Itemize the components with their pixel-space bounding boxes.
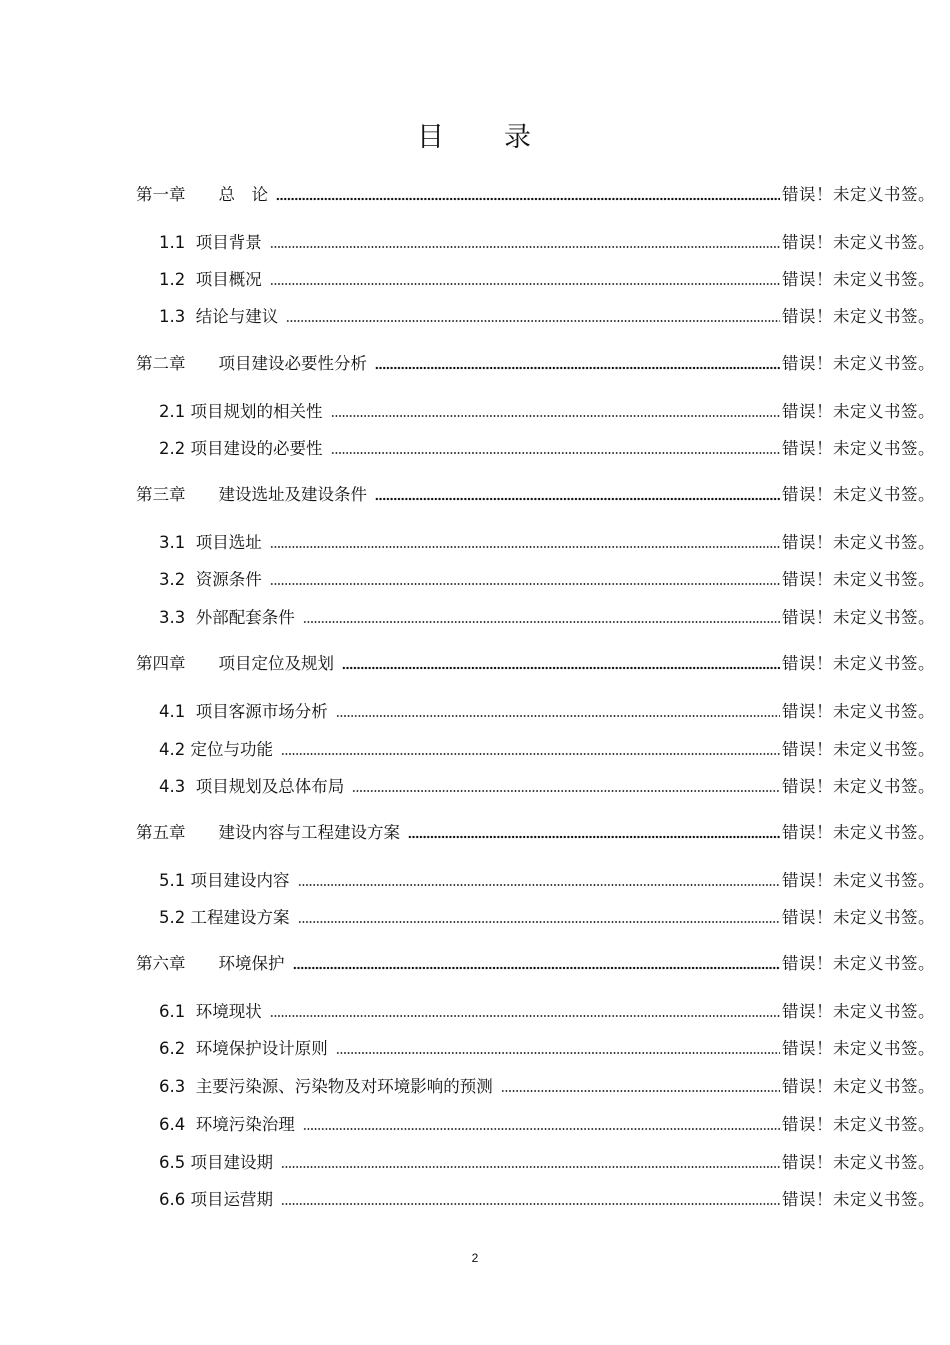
toc-chapter-3[interactable] [136, 480, 935, 506]
toc-entry-label: 第四章 项目定位及规划 [136, 654, 334, 673]
toc-entry-label: 第六章 环境保护 [136, 954, 285, 973]
toc-entry-label: 4.3 项目规划及总体布局 [159, 777, 345, 796]
toc-section-1-3[interactable] [159, 302, 935, 328]
toc-entry-label: 4.2 定位与功能 [159, 740, 273, 759]
toc-entry-label: 2.2 项目建设的必要性 [159, 439, 323, 458]
toc-entry-page: 错误！未定义书签。 [782, 233, 935, 252]
dot-leader [331, 451, 781, 455]
page-title: 目 录 [417, 122, 533, 153]
toc-entry-label: 6.1 环境现状 [159, 1002, 262, 1021]
toc-section-3-1[interactable] [159, 528, 935, 554]
dot-leader [293, 966, 781, 970]
toc-entry-page: 错误！未定义书签。 [782, 908, 935, 927]
toc-entry-label: 第三章 建设选址及建设条件 [136, 485, 367, 504]
toc-entry-page: 错误！未定义书签。 [782, 307, 935, 326]
dot-leader [276, 197, 780, 201]
toc-section-4-2[interactable] [159, 735, 935, 761]
toc-entry-page: 错误！未定义书签。 [782, 1115, 935, 1134]
toc-section-3-2[interactable] [159, 565, 935, 591]
dot-leader [331, 414, 781, 418]
toc-entry-label: 1.2 项目概况 [159, 270, 262, 289]
toc-section-6-1[interactable] [159, 997, 935, 1023]
dot-leader [270, 245, 780, 249]
toc-section-2-1[interactable] [159, 397, 935, 423]
toc-section-3-3[interactable] [159, 603, 935, 629]
dot-leader [281, 1165, 780, 1169]
toc-section-4-3[interactable] [159, 772, 935, 798]
toc-entry-label: 3.1 项目选址 [159, 533, 262, 552]
dot-leader [408, 835, 780, 839]
toc-entry-label: 第一章 总 论 [136, 185, 268, 204]
dot-leader [501, 1089, 780, 1093]
toc-entry-label: 3.3 外部配套条件 [159, 608, 295, 627]
toc-chapter-5[interactable] [136, 818, 935, 844]
toc-entry-page: 错误！未定义书签。 [782, 871, 935, 890]
toc-entry-page: 错误！未定义书签。 [782, 533, 935, 552]
toc-entry-page: 错误！未定义书签。 [782, 777, 935, 796]
toc-entry-page: 错误！未定义书签。 [782, 608, 935, 627]
toc-entry-label: 1.3 结论与建议 [159, 307, 279, 326]
toc-section-5-1[interactable] [159, 866, 935, 892]
toc-entry-page: 错误！未定义书签。 [782, 270, 935, 289]
page-number: 2 [471, 1251, 479, 1265]
dot-leader [352, 789, 780, 793]
toc-entry-page: 错误！未定义书签。 [782, 740, 935, 759]
toc-section-6-2[interactable] [159, 1034, 935, 1060]
toc-section-1-1[interactable] [159, 228, 935, 254]
toc-entry-page: 错误！未定义书签。 [782, 1153, 935, 1172]
dot-leader [303, 620, 780, 624]
toc-entry-label: 6.2 环境保护设计原则 [159, 1039, 328, 1058]
toc-section-6-4[interactable] [159, 1110, 935, 1136]
toc-section-6-6[interactable] [159, 1185, 935, 1211]
toc-section-4-1[interactable] [159, 697, 935, 723]
toc-chapter-4[interactable] [136, 649, 935, 675]
toc-entry-page: 错误！未定义书签。 [782, 823, 935, 842]
toc-section-5-2[interactable] [159, 903, 935, 929]
dot-leader [298, 883, 781, 887]
toc-entry-page: 错误！未定义书签。 [782, 1077, 935, 1096]
toc-entry-page: 错误！未定义书签。 [782, 185, 935, 204]
toc-entry-label: 第五章 建设内容与工程建设方案 [136, 823, 400, 842]
toc-entry-label: 第二章 项目建设必要性分析 [136, 354, 367, 373]
dot-leader [281, 752, 780, 756]
dot-leader [286, 319, 780, 323]
toc-chapter-1[interactable] [136, 180, 935, 206]
toc-section-1-2[interactable] [159, 265, 935, 291]
toc-entry-page: 错误！未定义书签。 [782, 402, 935, 421]
toc-section-6-3[interactable] [159, 1072, 935, 1098]
dot-leader [270, 582, 780, 586]
dot-leader [270, 545, 780, 549]
toc-entry-label: 4.1 项目客源市场分析 [159, 702, 328, 721]
toc-entry-page: 错误！未定义书签。 [782, 354, 935, 373]
toc-entry-label: 6.5 项目建设期 [159, 1153, 273, 1172]
toc-entry-page: 错误！未定义书签。 [782, 570, 935, 589]
dot-leader [303, 1127, 780, 1131]
toc-chapter-6[interactable] [136, 949, 935, 975]
toc-entry-page: 错误！未定义书签。 [782, 654, 935, 673]
dot-leader [281, 1202, 780, 1206]
dot-leader [336, 714, 780, 718]
toc-entry-label: 1.1 项目背景 [159, 233, 262, 252]
toc-section-2-2[interactable] [159, 434, 935, 460]
toc-entry-page: 错误！未定义书签。 [782, 702, 935, 721]
toc-entry-page: 错误！未定义书签。 [782, 954, 935, 973]
dot-leader [342, 666, 780, 670]
toc-entry-label: 2.1 项目规划的相关性 [159, 402, 323, 421]
dot-leader [298, 920, 781, 924]
toc-entry-page: 错误！未定义书签。 [782, 1002, 935, 1021]
dot-leader [270, 1014, 780, 1018]
toc-entry-label: 5.2 工程建设方案 [159, 908, 290, 927]
toc-entry-label: 6.3 主要污染源、污染物及对环境影响的预测 [159, 1077, 493, 1096]
toc-entry-label: 6.6 项目运营期 [159, 1190, 273, 1209]
dot-leader [270, 282, 780, 286]
dot-leader [375, 497, 780, 501]
dot-leader [336, 1051, 780, 1055]
dot-leader [375, 366, 780, 370]
toc-entry-label: 3.2 资源条件 [159, 570, 262, 589]
toc-entry-page: 错误！未定义书签。 [782, 1039, 935, 1058]
toc-entry-page: 错误！未定义书签。 [782, 439, 935, 458]
toc-entry-page: 错误！未定义书签。 [782, 1190, 935, 1209]
toc-entry-page: 错误！未定义书签。 [782, 485, 935, 504]
toc-section-6-5[interactable] [159, 1148, 935, 1174]
toc-chapter-2[interactable] [136, 349, 935, 375]
toc-entry-label: 5.1 项目建设内容 [159, 871, 290, 890]
toc-entry-label: 6.4 环境污染治理 [159, 1115, 295, 1134]
